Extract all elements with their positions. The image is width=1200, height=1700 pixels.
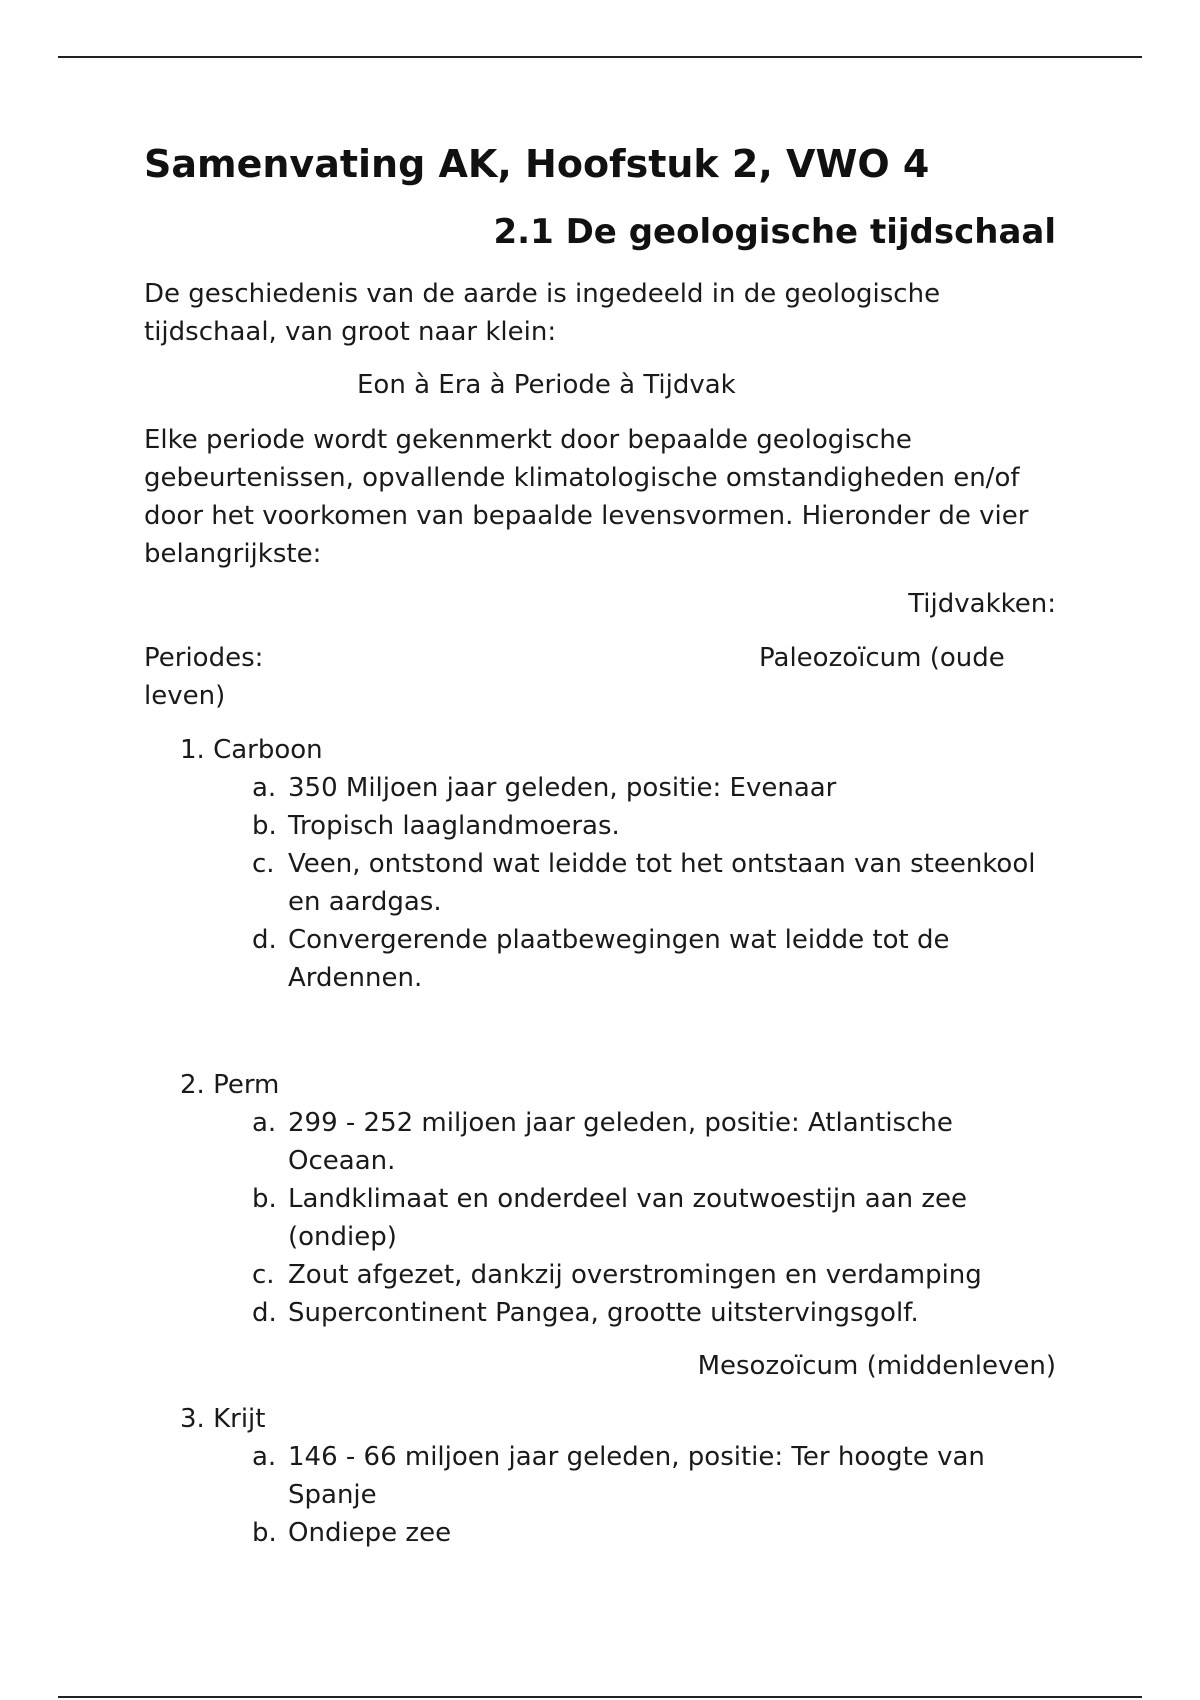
detail-marker: c.: [252, 849, 275, 879]
periods-paragraph: Elke periode wordt gekenmerkt door bepaalde geologische gebeurtenissen, opvallende klimatologische omstandigheden en/of door het voorkomen van bepaalde levensvormen. Hieronder de vier belangrijkste:: [144, 425, 1029, 569]
detail-text: 350 Miljoen jaar geleden, positie: Evenaar: [288, 773, 837, 803]
detail-text: Convergerende plaatbewegingen wat leidde tot de Ardennen.: [288, 925, 950, 993]
detail-text: 146 - 66 miljoen jaar geleden, positie: Ter hoogte van Spanje: [288, 1442, 985, 1510]
section-title: 2.1 De geologische tijdschaal: [493, 212, 1056, 252]
detail-marker: a.: [252, 1442, 277, 1472]
detail-item: [180, 1438, 1048, 1514]
detail-item: [180, 1294, 1048, 1332]
detail-item: [180, 1256, 1048, 1294]
detail-marker: b.: [252, 1184, 277, 1214]
detail-marker: b.: [252, 811, 277, 841]
detail-item: [180, 921, 1048, 997]
period-heading: [180, 1400, 1056, 1438]
detail-item: [180, 1104, 1048, 1180]
detail-marker: d.: [252, 1298, 277, 1328]
detail-text: Zout afgezet, dankzij overstromingen en verdamping: [288, 1260, 982, 1290]
intro-paragraph: De geschiedenis van de aarde is ingedeeld in de geologische tijdschaal, van groot naar klein:: [144, 279, 941, 347]
period-name: Carboon: [213, 735, 323, 765]
period-heading: [180, 1066, 1056, 1104]
paleozoicum-label: Paleozoïcum (oude: [759, 643, 1005, 673]
period-detail-list: [180, 1104, 1056, 1332]
detail-item: [180, 769, 1048, 807]
detail-marker: b.: [252, 1518, 277, 1548]
detail-text: Ondiepe zee: [288, 1518, 452, 1548]
period-list-item: [180, 731, 1056, 997]
timescale-chain: Eon à Era à Periode à Tijdvak: [357, 370, 736, 400]
periodes-label: Periodes:: [144, 643, 264, 673]
period-marker: 1.: [180, 735, 205, 765]
document-title: Samenvating AK, Hoofstuk 2, VWO 4: [144, 142, 930, 186]
detail-item: [180, 1514, 1048, 1552]
period-list-item: [180, 1066, 1056, 1332]
detail-marker: a.: [252, 1108, 277, 1138]
period-list-item: [180, 1400, 1056, 1552]
detail-text: Supercontinent Pangea, grootte uitstervingsgolf.: [288, 1298, 919, 1328]
period-detail-list: [180, 769, 1056, 997]
detail-marker: d.: [252, 925, 277, 955]
top-rule: [58, 56, 1142, 58]
detail-marker: c.: [252, 1260, 275, 1290]
detail-text: 299 - 252 miljoen jaar geleden, positie: Atlantische Oceaan.: [288, 1108, 953, 1176]
period-detail-list: [180, 1438, 1056, 1552]
bottom-rule: [58, 1696, 1142, 1698]
detail-text: Landklimaat en onderdeel van zoutwoestijn aan zee (ondiep): [288, 1184, 968, 1252]
period-name: Perm: [213, 1070, 280, 1100]
detail-marker: a.: [252, 773, 277, 803]
detail-item: [180, 1180, 1048, 1256]
mesozoicum-label: Mesozoïcum (middenleven): [697, 1351, 1056, 1381]
detail-text: Veen, ontstond wat leidde tot het ontstaan van steenkool en aardgas.: [288, 849, 1036, 917]
period-name: Krijt: [213, 1404, 266, 1434]
detail-item: [180, 845, 1048, 921]
detail-text: Tropisch laaglandmoeras.: [288, 811, 620, 841]
paleozoicum-label-continued: leven): [144, 681, 226, 711]
detail-item: [180, 807, 1048, 845]
period-marker: 2.: [180, 1070, 205, 1100]
period-heading: [180, 731, 1056, 769]
period-marker: 3.: [180, 1404, 205, 1434]
tijdvakken-label: Tijdvakken:: [908, 589, 1056, 619]
